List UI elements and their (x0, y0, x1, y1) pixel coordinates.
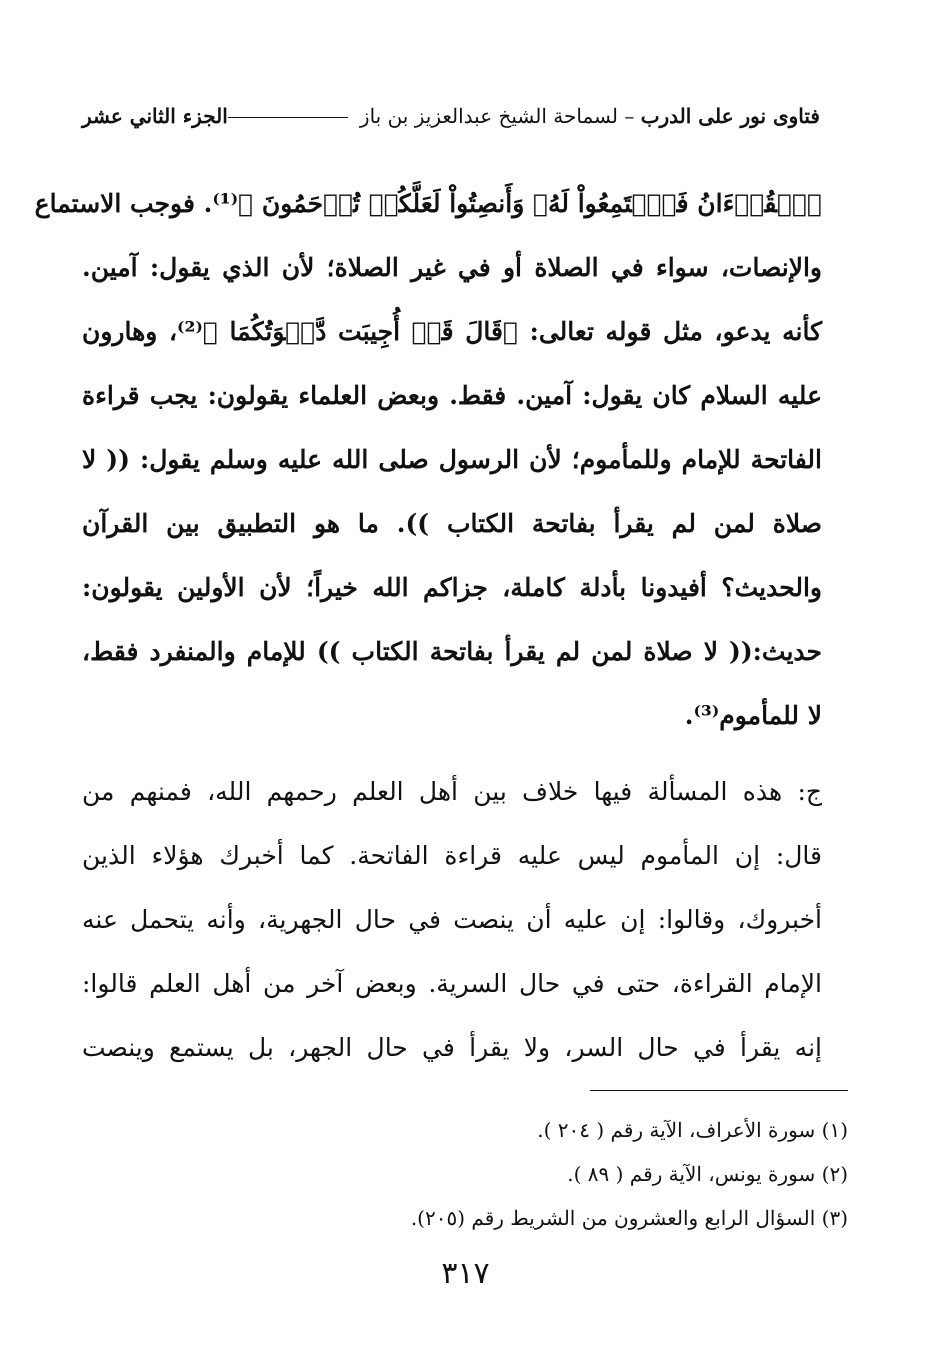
text-line: قال: إن المأموم ليس عليه قراءة الفاتحة. كما أخبرك هؤلاء الذين (82, 841, 822, 870)
text-line: لا للمأموم⁽³⁾. (684, 701, 822, 730)
main-text (34, 172, 822, 1080)
text-line: والحديث؟ أفيدونا بأدلة كاملة، جزاكم الله خيراً؛ لأن الأولين يقولون: (82, 573, 822, 602)
question-block (34, 172, 822, 748)
text-line: حديث:(( لا صلاة لمن لم يقرأ بفاتحة الكتاب )) للإمام والمنفرد فقط، (82, 637, 822, 666)
footnotes (82, 1108, 848, 1240)
text-line: أخبروك، وقالوا: إن عليه أن ينصت في حال الجهرية، وأنه يتحمل عنه (82, 905, 822, 934)
text-line: إنه يقرأ في حال السر، ولا يقرأ في حال الجهر، بل يستمع وينصت (82, 1033, 822, 1062)
author-name: لسماحة الشيخ عبدالعزيز بن باز (359, 104, 618, 128)
text-line: عليه السلام كان يقول: آمين. فقط. وبعض العلماء يقولون: يجب قراءة (82, 381, 822, 410)
book-title: فتاوى نور على الدرب (640, 104, 820, 128)
footnote-3: (٣) السؤال الرابع والعشرون من الشريط رقم (٢٠٥). (410, 1206, 848, 1230)
volume-part: الجزء الثاني عشر (82, 104, 228, 128)
text-line: صلاة لمن لم يقرأ بفاتحة الكتاب )). ما هو التطبيق بين القرآن (82, 509, 822, 538)
footnote-2: (٢) سورة يونس، الآية رقم ( ٨٩ ). (567, 1162, 848, 1186)
text-line: كأنه يدعو، مثل قوله تعالى: ﴿قَالَ قَدۡ أُجِيبَت دَّعۡوَتُكُمَا ﴾⁽²⁾، وهارون (82, 317, 822, 346)
text-line: الإمام القراءة، حتى في حال السرية. وبعض آخر من أهل العلم قالوا: (82, 969, 822, 998)
text-line: ج: هذه المسألة فيها خلاف بين أهل العلم رحمهم الله، فمنهم من (82, 777, 822, 806)
running-header (82, 98, 820, 134)
page-number: ٣١٧ (441, 1256, 490, 1291)
text-line: والإنصات، سواء في الصلاة أو في غير الصلاة؛ لأن الذي يقول: آمين. (82, 253, 822, 282)
text-line: ﭐﻟۡﻘُﺮۡءَانُ فَٱسۡتَمِعُواْ لَهُۥ وَأَنصِتُواْ لَعَلَّكُمۡ تُرۡحَمُونَ ﴾⁽¹⁾. فوجب الاستماع (34, 189, 822, 218)
header-separator: – (624, 104, 635, 128)
header-rule (228, 117, 348, 118)
answer-block (82, 760, 822, 1080)
footnote-1: (١) سورة الأعراف، الآية رقم ( ٢٠٤ ). (537, 1118, 848, 1142)
text-line: الفاتحة للإمام وللمأموم؛ لأن الرسول صلى الله عليه وسلم يقول: (( لا (82, 445, 822, 474)
footnote-divider (590, 1090, 848, 1091)
